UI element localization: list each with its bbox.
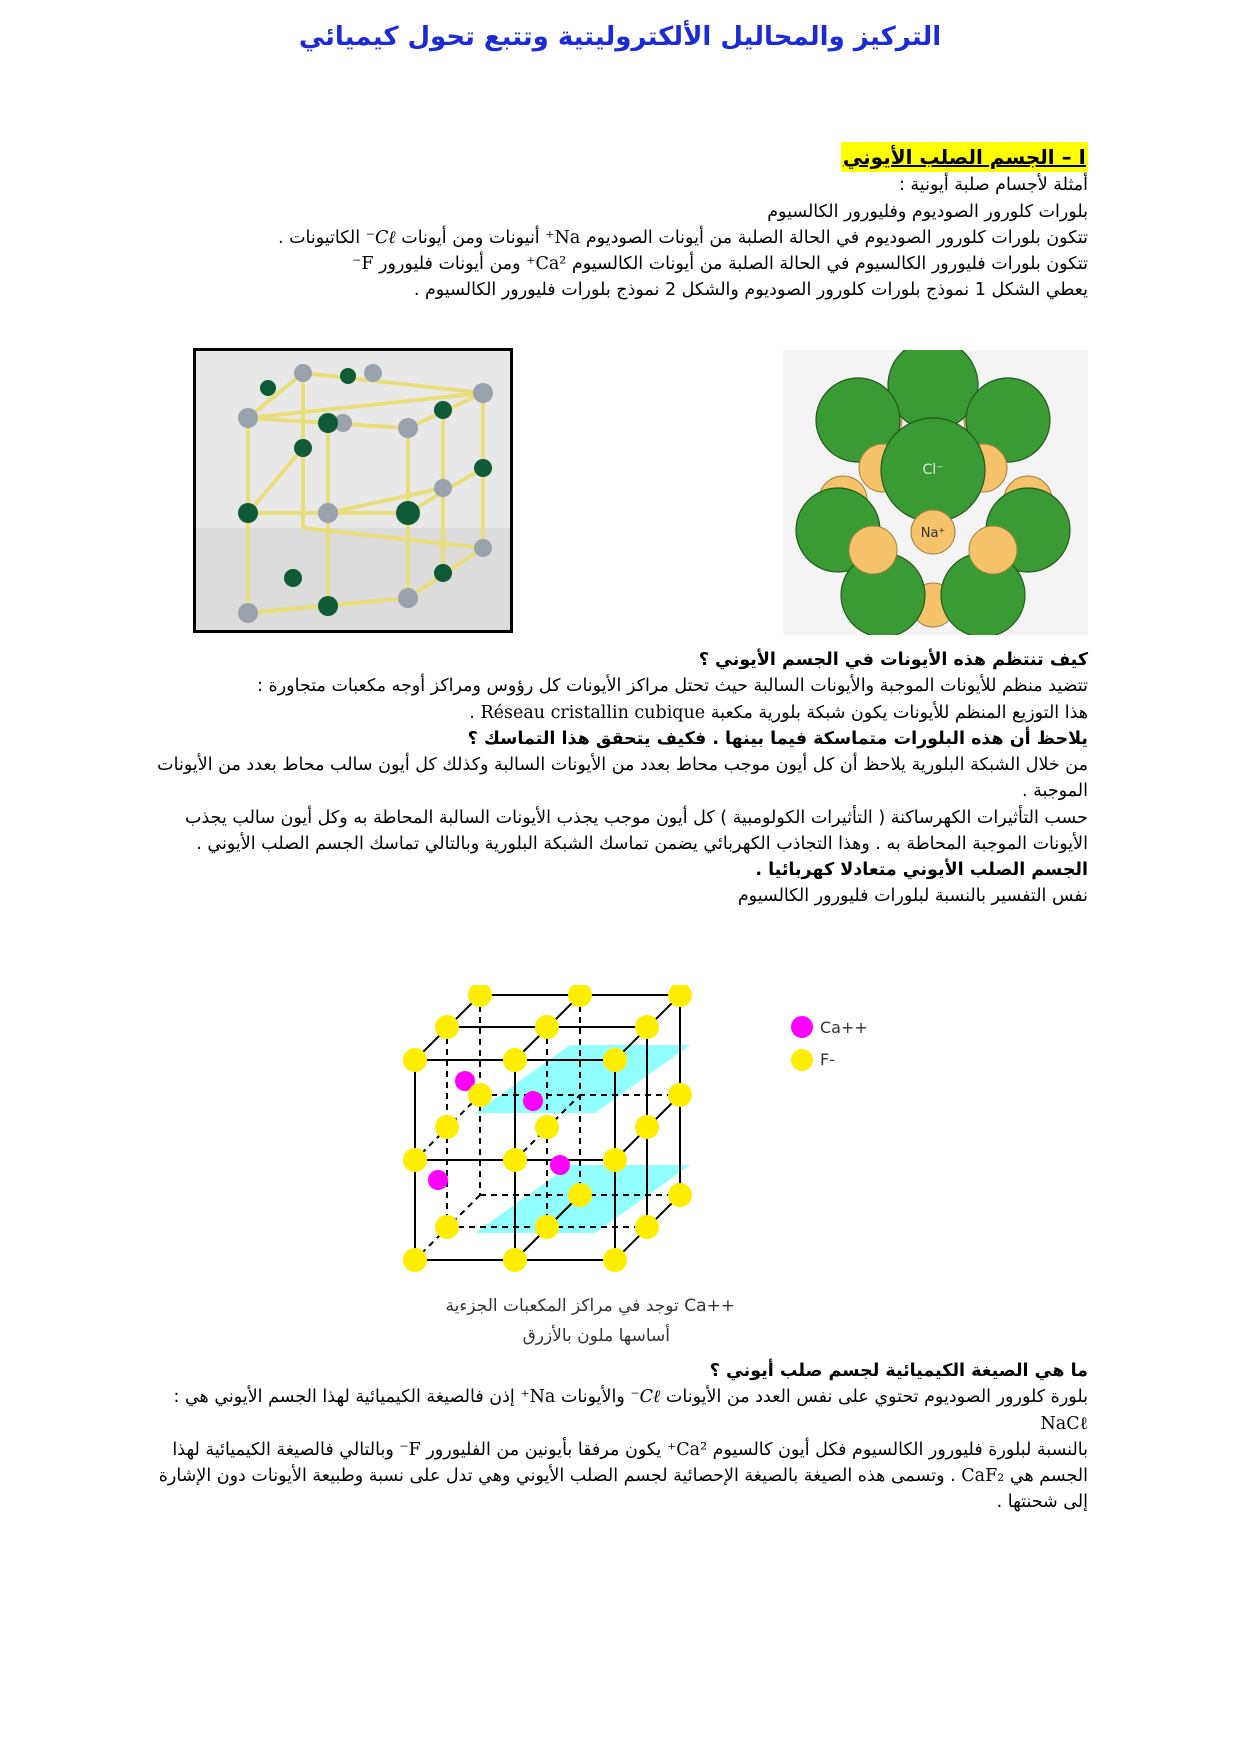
paragraph-lattice: هذا التوزيع المنظم للأيونات يكون شبكة بلورية مكعبة Réseau cristallin cubique . xyxy=(469,702,1088,723)
ca-legend-label: Ca++ xyxy=(820,1018,868,1037)
f-legend-label: F- xyxy=(820,1050,835,1069)
caf2-composition: تتكون بلورات فليورور الكالسيوم في الحالة الصلبة من أيونات الكالسيوم Ca²⁺ ومن أيونات فليورور F⁻ xyxy=(352,254,1088,274)
section-ionic-solid xyxy=(148,142,1088,304)
section-arrangement xyxy=(148,647,1088,910)
caf2-lattice-figure xyxy=(395,985,725,1285)
paragraph-electrostatic: حسب التأثيرات الكهرساكنة ( التأثيرات الكولومبية ) كل أيون موجب يجذب الأيونات السالبة المحاطة به وكل أيون سالب يجذب الأيونات الموجبة المحاطة به . وهذا التجاذب الكهربائي يضمن تماسك الشبكة البلورية وبالتالي تماسك الجسم الصلب الأيوني . xyxy=(185,807,1088,854)
paragraph-surroundings: من خلال الشبكة البلورية يلاحظ أن كل أيون موجب محاط بعدد من الأيونات السالبة وكذلك كل أيون سالب محاط بعدد من الأيونات الموجبة . xyxy=(157,755,1088,802)
nacl-space-filling-figure xyxy=(783,350,1088,635)
paragraph-nacl-formula: بلورة كلورور الصوديوم تحتوي على نفس العدد من الأيونات Cℓ⁻ والأيونات Na⁺ إذن فالصيغة الكيميائية لهذا الجسم الأيوني هي : NaCℓ xyxy=(173,1387,1088,1434)
paragraph-neutral: الجسم الصلب الأيوني متعادلا كهربائيا . xyxy=(755,860,1088,880)
caf2-legend xyxy=(790,1013,900,1083)
nacl-ball-stick-figure xyxy=(193,348,513,633)
intro-text: أمثلة لأجسام صلبة أيونية : xyxy=(898,175,1088,196)
page-title: التركيز والمحاليل الألكتروليتية وتتبع تحول كيميائي xyxy=(298,22,942,52)
na-label: Na⁺ xyxy=(920,526,946,541)
caf2-caption-line1: ++Ca توجد في مراكز المكعبات الجزءية xyxy=(445,1296,735,1316)
examples-text: بلورات كلورور الصوديوم وفليورور الكالسيوم xyxy=(767,201,1088,222)
figures-text: يعطي الشكل 1 نموذج بلورات كلورور الصوديوم والشكل 2 نموذج بلورات فليورور الكالسيوم . xyxy=(413,280,1088,301)
paragraph-stacking: تتضيد منظم للأيونات الموجبة والأيونات السالبة حيث تحتل مراكز الأيونات كل رؤوس ومراكز أوجه مكعبات متجاورة : xyxy=(257,676,1088,697)
cl-label: Cl⁻ xyxy=(922,462,944,478)
f-legend-marker xyxy=(791,1049,813,1071)
section-formula xyxy=(148,1358,1088,1516)
question-arrangement: كيف تنتظم هذه الأيونات في الجسم الأيوني ؟ xyxy=(698,650,1088,670)
ca-legend-marker xyxy=(791,1016,813,1038)
question-formula: ما هي الصيغة الكيميائية لجسم صلب أيوني ؟ xyxy=(709,1361,1088,1381)
paragraph-same-explanation: نفس التفسير بالنسبة لبلورات فليورور الكالسيوم xyxy=(737,886,1088,907)
paragraph-caf2-formula: بالنسبة لبلورة فليورور الكالسيوم فكل أيون كالسيوم Ca²⁺ يكون مرفقا بأيونين من الفليورور F⁻ وبالتالي فالصيغة الكيميائية لهذا الجسم هي CaF₂ . وتسمى هذه الصيغة بالصيغة الإحصائية لجسم الصلب الأيوني وهي تدل على نسبة وطبيعة الأيونات دون الإشارة إلى شحنتها . xyxy=(158,1439,1088,1513)
nacl-composition: تتكون بلورات كلورور الصوديوم في الحالة الصلبة من أيونات الصوديوم Na⁺ أنيونات ومن أيونات Cℓ⁻ الكاتيونات . xyxy=(277,227,1088,248)
question-cohesion: يلاحظ أن هذه البلورات متماسكة فيما بينها . فكيف يتحقق هذا التماسك ؟ xyxy=(467,728,1088,749)
caf2-caption-line2: أساسها ملون بالأزرق xyxy=(522,1326,670,1346)
section-heading: I – الجسم الصلب الأيوني xyxy=(841,142,1088,172)
